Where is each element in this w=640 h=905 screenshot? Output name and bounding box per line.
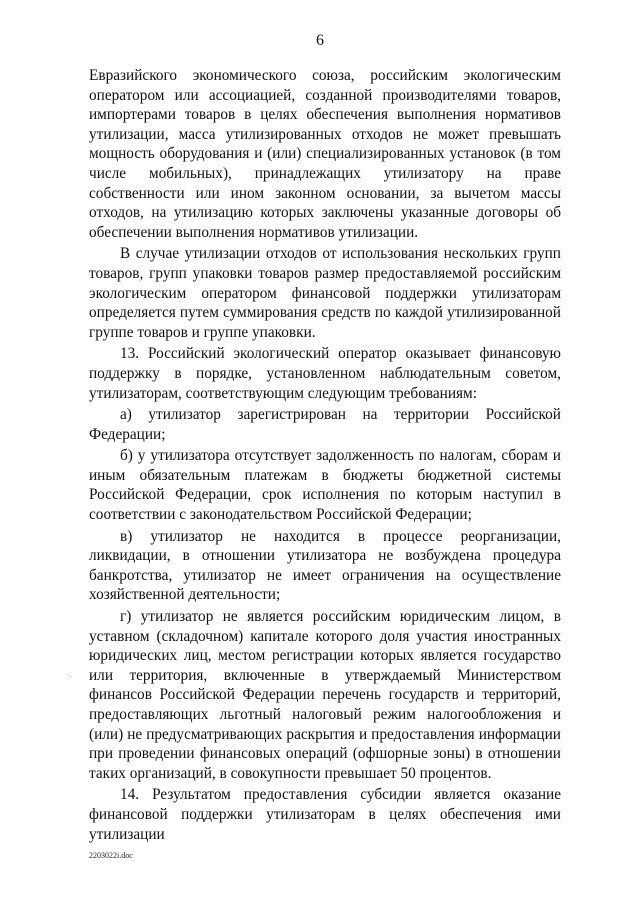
paragraph-clause-14: 14. Результатом предоставления субсидии является оказание финансовой поддержки утилизаторам в целях обеспечения ими утилизации [89, 786, 561, 843]
paragraph-clause-13-a: а) утилизатор зарегистрирован на территории Российской Федерации; [89, 406, 561, 443]
paragraph-clause-13-g: г) утилизатор не является российским юридическим лицом, в уставном (складочном) капитале которого доля участия иностранных юридических лиц, местом регистрации которых является государство или территория, включенные в утверждаемый Министерством финансов Российской Федерации перечень государств и территорий, предоставляющих льготный налоговый режим налогообложения и (или) не предусматривающих раскрытия и предоставления информации при проведении финансовых операций (офшорные зоны) в отношении таких организаций, в совокупности превышает 50 процентов. [89, 608, 561, 782]
paragraph-clause-13-b: б) у утилизатора отсутствует задолженность по налогам, сборам и иным обязательным платежам в бюджеты бюджетной системы Российской Федерации, срок исполнения по которым наступил в соответствии с законодательством Российской Федерации; [89, 447, 561, 524]
paragraph-continuation: Евразийского экономического союза, российским экологическим оператором или ассоциацией, созданной производителями товаров, импортерами товаров в целях обеспечения выполнения нормативов утилизации, масса утилизированных отходов не может превышать мощность оборудования и (или) специализированных установок (в том числе мобильных), принадлежащих утилизатору на праве собственности или ином законном основании, за вычетом массы отходов, на утилизацию которых заключены указанные договоры об обеспечении выполнения нормативов утилизации. [89, 67, 561, 241]
paragraph-multiple-groups: В случае утилизации отходов от использования нескольких групп товаров, групп упаковки товаров размер предоставляемой российским экологическим оператором финансовой поддержки утилизаторам определяется путем суммирования средств по каждой утилизированной группе товаров и группе упаковки. [89, 245, 561, 341]
document-body [89, 66, 561, 844]
page-number: 6 [316, 32, 324, 49]
footer-filename: 2203022і.doc [89, 851, 133, 860]
paragraph-clause-13: 13. Российский экологический оператор оказывает финансовую поддержку в порядке, установленном наблюдательным советом, утилизаторам, соответствующим следующим требованиям: [89, 345, 561, 402]
paragraph-clause-13-v: в) утилизатор не находится в процессе реорганизации, ликвидации, в отношении утилизатора не возбуждена процедура банкротства, утилизатор не имеет ограничения на осуществление хозяйственной деятельности; [89, 527, 561, 604]
margin-mark [70, 676, 71, 677]
